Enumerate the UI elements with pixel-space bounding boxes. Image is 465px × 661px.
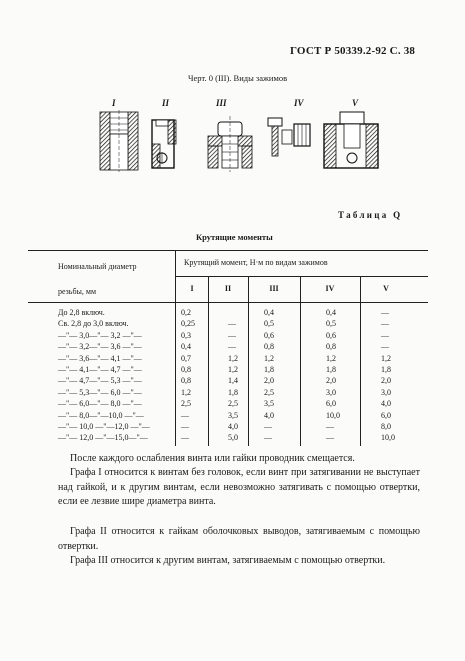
table-cell: 0,4 xyxy=(181,342,191,352)
clamp-type-2 xyxy=(152,120,176,168)
table-cell: 2,0 xyxy=(381,376,391,386)
row-label: —"— 6,0—"— 8,0 —"— xyxy=(58,399,142,409)
table-cell: — xyxy=(326,433,334,443)
table-cell: 0,8 xyxy=(181,365,191,374)
table-cell: 1,8 xyxy=(326,365,336,374)
col-head-diameter: Номинальный диаметр xyxy=(58,262,137,271)
row-label: —"— 10,0 —"—12,0 —"— xyxy=(58,422,150,431)
table-head-rule xyxy=(28,302,428,303)
table-cell: 4,0 xyxy=(381,399,391,409)
table-cell: 0,8 xyxy=(326,342,336,352)
table-cell: 0,4 xyxy=(326,308,336,317)
row-label: —"— 3,2—"— 3,6 —"— xyxy=(58,342,142,352)
col-head-II: II xyxy=(224,284,232,293)
type-label-1: I xyxy=(112,98,116,108)
table-cell: 1,2 xyxy=(228,365,238,374)
table-cell: 0,25 xyxy=(181,319,195,329)
table-col-rule xyxy=(300,276,301,446)
paragraph-1: После каждого ослабления винта или гайки проводник смещается. xyxy=(70,453,355,464)
table-cell: — xyxy=(381,308,389,317)
clamp-type-5 xyxy=(324,112,378,168)
table-cell: 0,3 xyxy=(181,330,191,340)
table-cell: — xyxy=(228,342,236,352)
row-label: —"— 4,1—"— 4,7 —"— xyxy=(58,365,142,374)
table-cell: 6,0 xyxy=(381,410,391,420)
table-cell: — xyxy=(381,342,389,352)
row-label: —"— 3,6—"— 4,1 —"— xyxy=(58,353,142,363)
clamp-types-drawing xyxy=(88,96,388,176)
table-cell: 5,0 xyxy=(228,433,238,443)
table-cell: 0,5 xyxy=(326,319,336,329)
table-cell: — xyxy=(264,433,272,443)
col-head-III: III xyxy=(269,284,279,293)
row-label: До 2,8 включ. xyxy=(58,308,105,317)
type-label-3: III xyxy=(216,98,227,108)
table-cell: — xyxy=(264,422,272,431)
type-label-4: IV xyxy=(294,98,304,108)
table-cell: 1,2 xyxy=(228,353,238,363)
table-cell: — xyxy=(228,319,236,329)
table-cell: 1,2 xyxy=(326,353,336,363)
table-cell: 1,2 xyxy=(264,353,274,363)
table-cell: — xyxy=(381,330,389,340)
row-label: —"— 3,0—"— 3,2 —"— xyxy=(58,330,142,340)
table-col-rule xyxy=(360,276,361,446)
table-cell: 2,0 xyxy=(326,376,336,386)
paragraph-3: Графа II относится к гайкам оболочковых выводов, затягиваемым с помощью отвертки. xyxy=(58,526,420,552)
clamp-type-3 xyxy=(208,116,252,172)
table-cell: — xyxy=(181,433,189,443)
col-head-torque: Крутящий момент, Н·м по видам зажимов xyxy=(184,258,328,267)
table-title: Крутящие моменты xyxy=(196,232,273,242)
table-cell: — xyxy=(181,422,189,431)
table-subhead-rule xyxy=(175,276,428,277)
table-top-rule xyxy=(28,250,428,251)
row-label: —"— 5,3—"— 6,0 —"— xyxy=(58,387,142,397)
table-cell: 0,5 xyxy=(264,319,274,329)
table-cell: 2,5 xyxy=(181,399,191,409)
clamp-type-1 xyxy=(100,110,138,172)
table-cell: 0,8 xyxy=(181,376,191,386)
table-cell: 3,5 xyxy=(228,410,238,420)
table-cell: 4,0 xyxy=(264,410,274,420)
col-head-thread: резьбы, мм xyxy=(58,287,97,296)
table-col-rule xyxy=(175,250,176,446)
figure-caption: Черт. 0 (III). Виды зажимов xyxy=(188,73,288,83)
table-cell: 0,6 xyxy=(264,330,274,340)
table-cell: 8,0 xyxy=(381,422,391,431)
type-label-5: V xyxy=(352,98,359,108)
table-cell: 10,0 xyxy=(381,433,395,443)
table-cell: 1,2 xyxy=(181,387,191,397)
row-label: Св. 2,8 до 3,0 включ. xyxy=(58,319,129,329)
col-head-IV: IV xyxy=(325,284,335,293)
col-head-V: V xyxy=(383,284,389,293)
table-col-rule xyxy=(208,276,209,446)
table-cell: 10,0 xyxy=(326,410,340,420)
table-cell: 3,0 xyxy=(326,387,336,397)
page-header: ГОСТ Р 50339.2-92 С. 38 xyxy=(290,45,416,57)
table-cell: 1,2 xyxy=(381,353,391,363)
table-cell: 0,2 xyxy=(181,308,191,317)
table-cell: 6,0 xyxy=(326,399,336,409)
type-label-2: II xyxy=(162,98,170,108)
table-cell: 2,0 xyxy=(264,376,274,386)
table-cell: — xyxy=(326,422,334,431)
table-cell: 1,8 xyxy=(228,387,238,397)
table-cell: 0,6 xyxy=(326,330,336,340)
table-cell: 2,5 xyxy=(228,399,238,409)
table-cell: 1,8 xyxy=(381,365,391,374)
table-cell: 0,7 xyxy=(181,353,191,363)
table-cell: 0,8 xyxy=(264,342,274,352)
table-cell: — xyxy=(381,319,389,329)
table-cell: 3,5 xyxy=(264,399,274,409)
table-col-rule xyxy=(248,276,249,446)
paragraph-4: Графа III относится к другим винтам, затягиваемым с помощью отвертки. xyxy=(70,555,386,566)
table-cell: 0,4 xyxy=(264,308,274,317)
table-cell: — xyxy=(181,410,189,420)
clamp-type-4 xyxy=(268,118,310,156)
table-cell: 4,0 xyxy=(228,422,238,431)
col-head-I: I xyxy=(190,284,194,293)
row-label: —"— 4,7—"— 5,3 —"— xyxy=(58,376,142,386)
row-label: —"— 12,0 —"—15,0—"— xyxy=(58,433,148,443)
table-cell: — xyxy=(228,330,236,340)
paragraph-2: Графа I относится к винтам без головок, если винт при затягивании не выступает над гайкой, и к другим винтам, если невозможно затягивать с помощью отвертки, если ее лезвие шире диаметра винта. xyxy=(58,467,420,508)
table-cell: 1,4 xyxy=(228,376,238,386)
table-cell: 1,8 xyxy=(264,365,274,374)
table-cell: 2,5 xyxy=(264,387,274,397)
row-label: —"— 8,0—"—10,0 —"— xyxy=(58,410,144,420)
table-cell: 3,0 xyxy=(381,387,391,397)
table-number: Таблица Q xyxy=(338,210,403,220)
